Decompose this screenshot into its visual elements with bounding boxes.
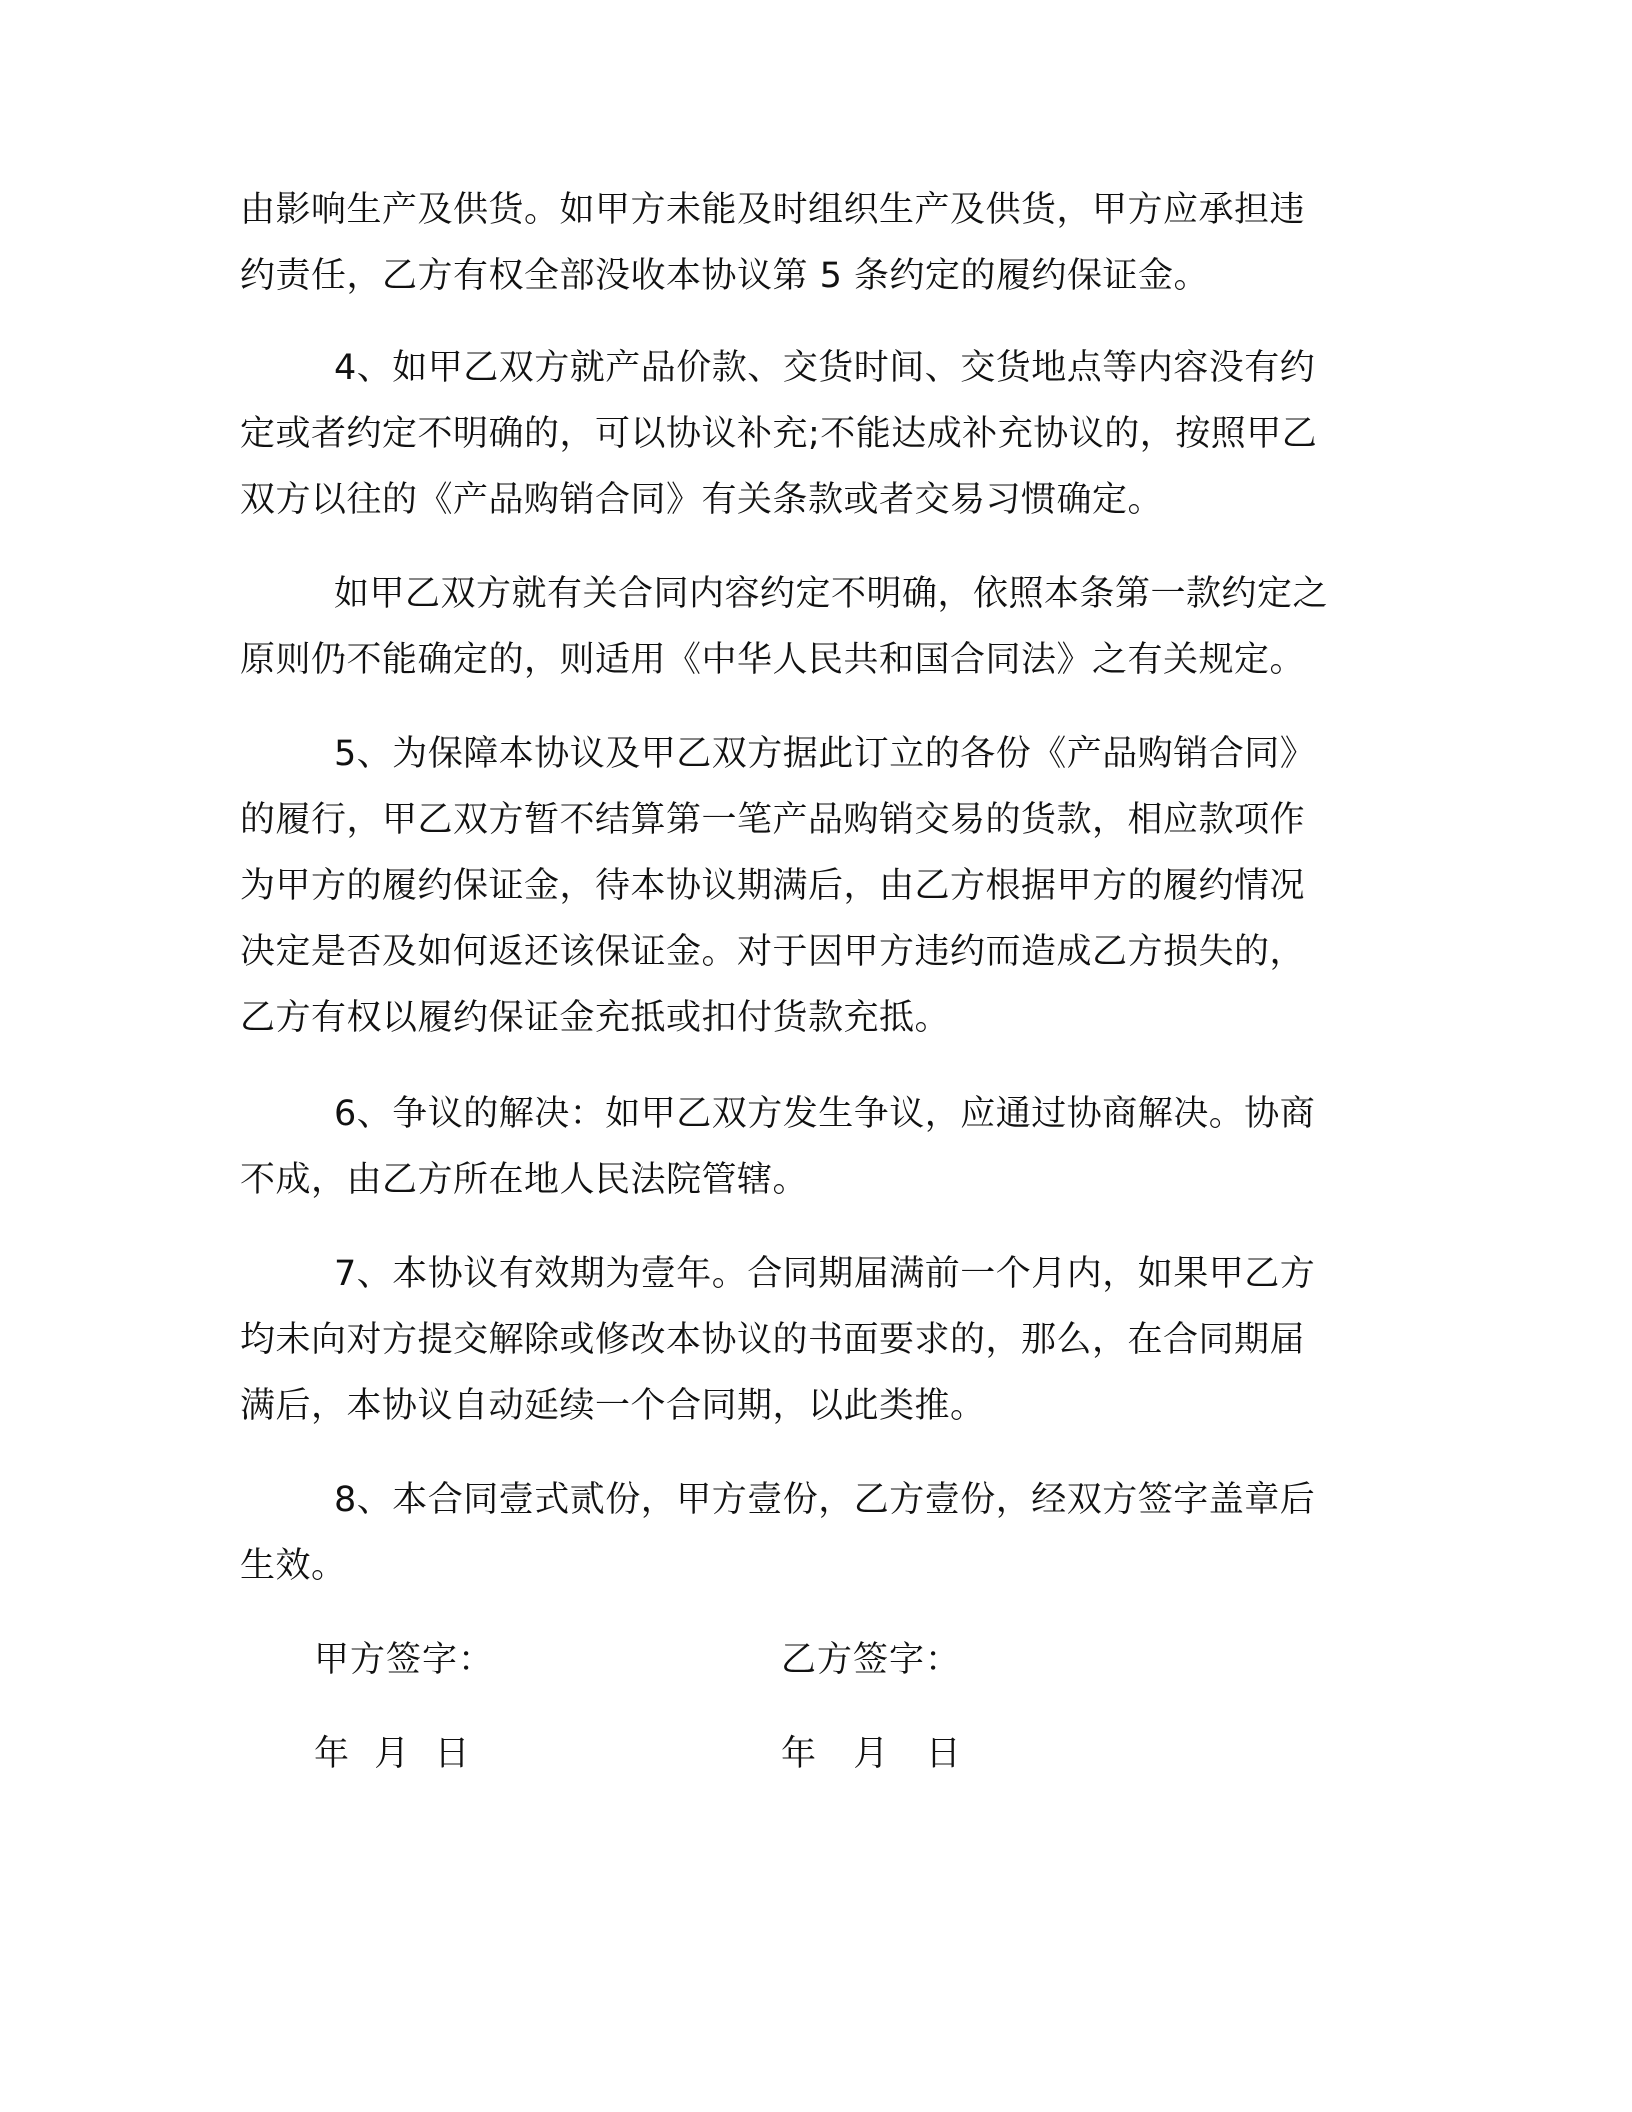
party-b-signature-label: 乙方签字： bbox=[781, 1640, 962, 1680]
text-line: 生效。 bbox=[240, 1546, 347, 1586]
text-line: 约责任，乙方有权全部没收本协议第 5 条约定的履约保证金。 bbox=[240, 256, 1210, 296]
text-line: 6、争议的解决：如甲乙双方发生争议，应通过协商解决。协商 bbox=[334, 1094, 1316, 1134]
text-line: 不成，由乙方所在地人民法院管辖。 bbox=[240, 1160, 809, 1200]
text-line: 满后，本协议自动延续一个合同期，以此类推。 bbox=[240, 1386, 986, 1426]
text-line: 双方以往的《产品购销合同》有关条款或者交易习惯确定。 bbox=[240, 480, 1164, 520]
text-line: 4、如甲乙双方就产品价款、交货时间、交货地点等内容没有约 bbox=[334, 348, 1316, 388]
text-line: 决定是否及如何返还该保证金。对于因甲方违约而造成乙方损失的， bbox=[240, 932, 1306, 972]
party-b-date-line: 年 月 日 bbox=[781, 1734, 962, 1774]
text-line: 定或者约定不明确的，可以协议补充;不能达成补充协议的，按照甲乙 bbox=[240, 414, 1318, 454]
text-line: 8、本合同壹式贰份，甲方壹份，乙方壹份，经双方签字盖章后 bbox=[334, 1480, 1316, 1520]
text-line: 均未向对方提交解除或修改本协议的书面要求的，那么，在合同期届 bbox=[240, 1320, 1306, 1360]
party-a-date-line: 年 月 日 bbox=[314, 1734, 471, 1774]
text-line: 原则仍不能确定的，则适用《中华人民共和国合同法》之有关规定。 bbox=[240, 640, 1306, 680]
text-line: 为甲方的履约保证金，待本协议期满后，由乙方根据甲方的履约情况 bbox=[240, 866, 1306, 906]
text-line: 如甲乙双方就有关合同内容约定不明确，依照本条第一款约定之 bbox=[334, 574, 1329, 614]
text-line: 5、为保障本协议及甲乙双方据此订立的各份《产品购销合同》 bbox=[334, 734, 1316, 774]
text-line: 由影响生产及供货。如甲方未能及时组织生产及供货，甲方应承担违 bbox=[240, 190, 1306, 230]
text-line: 的履行，甲乙双方暂不结算第一笔产品购销交易的货款，相应款项作 bbox=[240, 800, 1306, 840]
party-a-signature-label: 甲方签字： bbox=[314, 1640, 495, 1680]
text-line: 7、本协议有效期为壹年。合同期届满前一个月内，如果甲乙方 bbox=[334, 1254, 1316, 1294]
text-line: 乙方有权以履约保证金充抵或扣付货款充抵。 bbox=[240, 998, 951, 1038]
